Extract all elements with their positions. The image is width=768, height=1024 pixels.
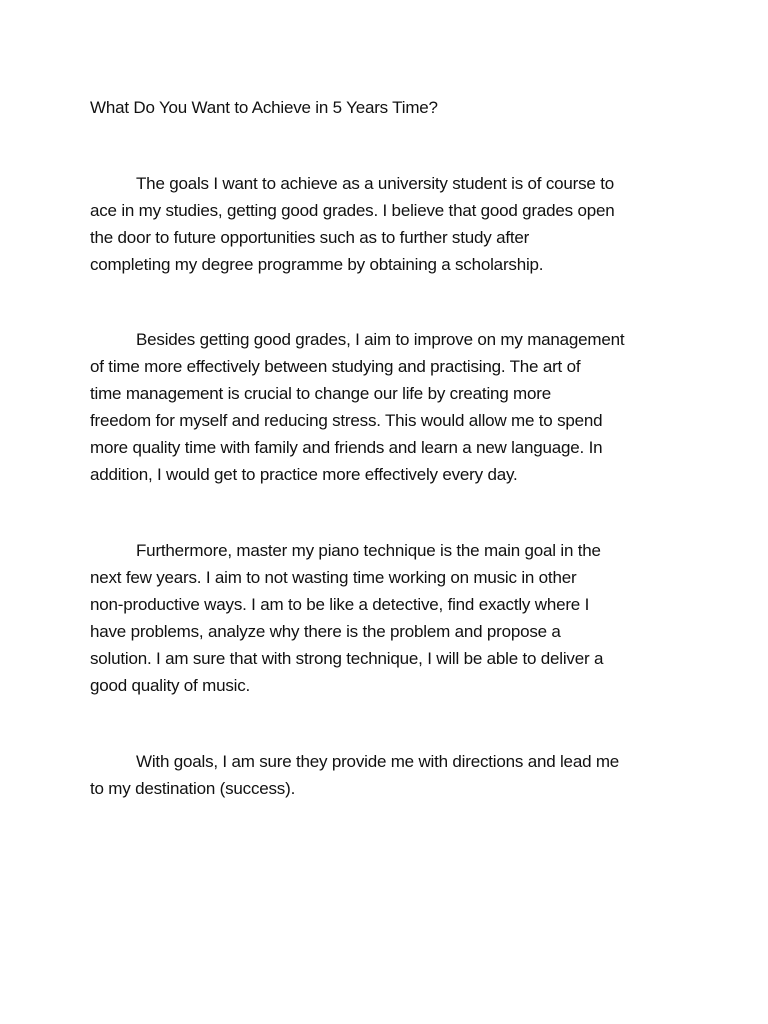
paragraph-3 [90,537,690,699]
paragraph-line: Besides getting good grades, I aim to improve on my management [136,330,625,349]
paragraph-line: time management is crucial to change our life by creating more [90,384,551,403]
paragraph-line: With goals, I am sure they provide me with directions and lead me [136,752,620,771]
paragraph-4 [90,748,690,802]
paragraph-line: Furthermore, master my piano technique is the main goal in the [136,541,601,560]
document-title: What Do You Want to Achieve in 5 Years Time? [90,98,438,117]
paragraph-2 [90,326,690,488]
paragraph-line: of time more effectively between studying and practising. The art of [90,357,581,376]
paragraph-line: freedom for myself and reducing stress. This would allow me to spend [90,411,603,430]
paragraph-line: addition, I would get to practice more effectively every day. [90,465,518,484]
paragraph-line: The goals I want to achieve as a university student is of course to [136,174,614,193]
paragraph-line: ace in my studies, getting good grades. I believe that good grades open [90,201,615,220]
paragraph-line: have problems, analyze why there is the problem and propose a [90,622,561,641]
paragraph-1 [90,170,690,278]
paragraph-line: solution. I am sure that with strong technique, I will be able to deliver a [90,649,604,668]
paragraph-line: good quality of music. [90,676,251,695]
paragraph-line: completing my degree programme by obtaining a scholarship. [90,255,544,274]
paragraph-line: more quality time with family and friends and learn a new language. In [90,438,603,457]
paragraph-line: non-productive ways. I am to be like a detective, find exactly where I [90,595,590,614]
paragraph-line: to my destination (success). [90,779,296,798]
paragraph-line: next few years. I aim to not wasting time working on music in other [90,568,577,587]
paragraph-line: the door to future opportunities such as to further study after [90,228,530,247]
